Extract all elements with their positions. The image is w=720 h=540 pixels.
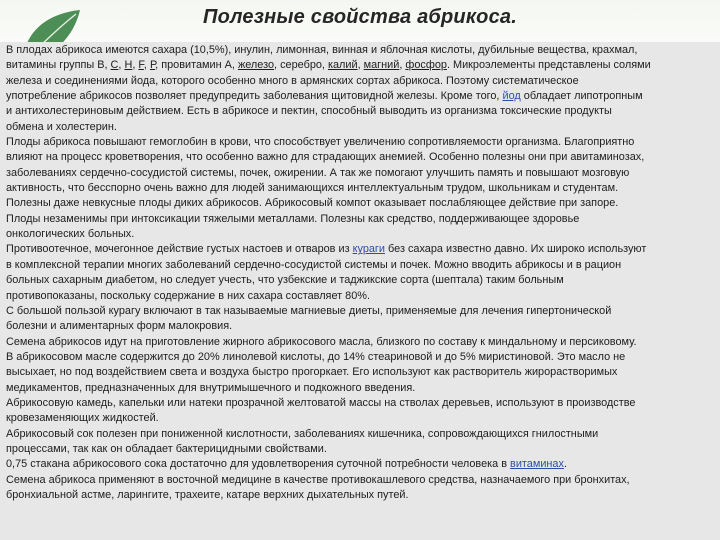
text-segment: Плоды абрикоса повышают гемоглобин в крови, что способствует увеличению сопротивляемости организма. Благоприятно (6, 136, 635, 149)
text-line (6, 150, 720, 165)
text-line (6, 350, 720, 365)
text-segment: , (357, 59, 364, 72)
text-segment: железа и соединениями йода, которого особенно много в армянских сортах абрикоса. Поэтому систематическое (6, 74, 579, 87)
text-line (6, 120, 720, 135)
underlined-term: калий (327, 59, 358, 72)
text-line (6, 58, 720, 73)
text-line (6, 104, 720, 119)
text-line (6, 365, 720, 380)
underlined-term: F (138, 59, 144, 72)
text-segment: противопоказаны, поскольку содержание в них сахара составляет 80%. (6, 289, 370, 302)
text-line (6, 74, 720, 89)
text-segment: болезни и алиментарных форм малокровия. (6, 320, 233, 333)
underlined-term: фосфор (405, 59, 447, 72)
text-segment: Семена абрикоса применяют в восточной медицине в качестве противокашлевого средства, назначаемого при бронхитах, (6, 473, 630, 486)
term-link[interactable]: кураги (352, 243, 385, 256)
text-segment: в комплексной терапии многих заболеваний сердечно-сосудистой системы и почек. Можно вводить абрикосы и в рацион (6, 258, 622, 271)
text-segment: влияют на процесс кроветворения, что особенно важно для страдающих анемией. Особенно полезны они при авитаминозах, (6, 151, 645, 164)
text-segment: 0,75 стакана абрикосового сока достаточно для удовлетворения суточной потребности человека в (6, 458, 511, 471)
text-line (6, 304, 720, 319)
text-line (6, 411, 720, 426)
text-segment: С большой пользой курагу включают в так называемые магниевые диеты, применяемые для лечения гипертонической (6, 304, 612, 317)
text-segment: кровезаменяющих жидкостей. (6, 412, 159, 425)
underlined-term: С (110, 59, 119, 72)
text-line (6, 335, 720, 350)
underlined-term: Н (124, 59, 133, 72)
underlined-term: Р (149, 59, 156, 72)
term-link[interactable]: витаминах (510, 458, 564, 471)
text-line (6, 473, 720, 488)
text-line (6, 227, 720, 242)
text-segment: , (399, 59, 406, 72)
text-line (6, 212, 720, 227)
text-segment: . Микроэлементы представлены солями (446, 59, 651, 72)
text-line (6, 135, 720, 150)
text-segment: В плодах абрикоса имеются сахара (10,5%), инулин, лимонная, винная и яблочная кислоты, дубильные вещества, крахмал, (6, 44, 638, 56)
text-line (6, 242, 720, 257)
text-segment: онкологических больных. (6, 228, 135, 241)
content-panel (0, 42, 720, 540)
term-link[interactable]: йод (502, 90, 521, 103)
text-segment: Семена абрикосов идут на приготовление жирного абрикосового масла, близкого по составу к миндальному и персиковому. (6, 335, 637, 348)
text-line (6, 289, 720, 304)
text-segment: бронхиальной астме, ларингите, трахеите, катаре верхних дыхательных путей. (6, 488, 409, 501)
text-line (6, 381, 720, 396)
text-segment: , (118, 59, 125, 72)
text-segment: и антихолестериновым действием. Есть в абрикосе и пектин, способный выводить из организма токсические продукты (6, 105, 612, 118)
text-line (6, 396, 720, 411)
text-segment: активность, что бесспорно очень важно для людей занимающихся интеллектуальным трудом, школьникам и студентам. (6, 182, 619, 195)
text-segment: , (143, 59, 150, 72)
text-segment: Полезны даже невкусные плоды диких абрикосов. Абрикосовый компот оказывает послабляющее действие при запоре. (6, 197, 619, 210)
text-line (6, 258, 720, 273)
text-segment: обладает липотропным (520, 90, 643, 103)
text-segment: употребление абрикосов позволяет предупредить заболевания щитовидной железы. Кроме того, (6, 90, 503, 103)
article-text (6, 43, 720, 503)
text-segment: Абрикосовую камедь, капельки или натеки прозрачной желтоватой массы на стволах деревьев, используют в производстве (6, 396, 636, 409)
text-line (6, 427, 720, 442)
text-segment: медикаментов, предназначенных для внутримышечного и подкожного введения. (6, 381, 416, 394)
text-line (6, 457, 720, 472)
text-segment: процессами, так как он обладает бактерицидными свойствами. (6, 442, 327, 455)
text-line (6, 43, 720, 58)
text-segment: высыхает, но под воздействием света и воздуха быстро прогоркает. Его используют как растворитель жирорастворимых (6, 366, 618, 379)
text-segment: . (563, 458, 567, 471)
underlined-term: магний (363, 59, 400, 72)
text-segment: витамины группы В, (6, 59, 111, 72)
text-segment: Плоды незаменимы при интоксикации тяжелыми металлами. Полезны как средство, поддерживающее здоровье (6, 212, 580, 225)
text-line (6, 181, 720, 196)
text-segment: В абрикосовом масле содержится до 20% линолевой кислоты, до 14% стеариновой и до 5% миристиновой. Это масло не (6, 350, 626, 363)
text-segment: больных сахарным диабетом, но следует учесть, что узбекские и таджикские сорта (шептала) таким больным (6, 274, 564, 287)
text-segment: , (132, 59, 139, 72)
text-segment: заболеваниях сердечно-сосудистой системы, почек, ожирении. А так же помогают улучшить память и повышают мозговую (6, 166, 630, 179)
page-title: Полезные свойства абрикоса. (203, 6, 517, 28)
text-line (6, 89, 720, 104)
text-line (6, 196, 720, 211)
text-line (6, 166, 720, 181)
text-line (6, 319, 720, 334)
text-segment: Противоотечное, мочегонное действие густых настоев и отваров из (6, 243, 353, 256)
text-segment: Абрикосовый сок полезен при пониженной кислотности, заболеваниях кишечника, сопровождающихся гнилостными (6, 427, 599, 440)
text-segment: без сахара известно давно. Их широко используют (385, 243, 647, 256)
text-segment: , серебро, (274, 59, 328, 72)
text-segment: , провитамин А, (155, 59, 238, 72)
text-segment: обмена и холестерин. (6, 120, 117, 133)
text-line (6, 442, 720, 457)
text-line (6, 488, 720, 503)
underlined-term: железо (237, 59, 275, 72)
text-line (6, 273, 720, 288)
